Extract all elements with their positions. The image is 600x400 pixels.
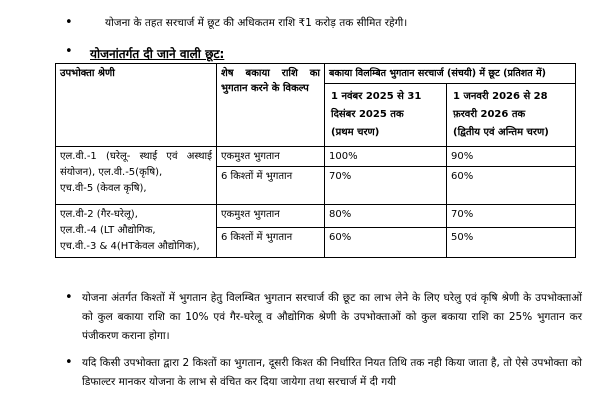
header-phase-2	[447, 84, 576, 147]
phase-2-value: 50%	[447, 228, 576, 258]
option-cell: 6 किश्तों में भुगतान	[217, 228, 325, 258]
header-rebate: बकाया विलम्बित भुगतान सरचार्ज (संचयी) में छूट (प्रतिशत में)	[325, 64, 576, 84]
phase-2-label: (द्वितीय एवं अन्तिम चरण)	[453, 127, 549, 138]
header-payment-option: शेष बकाया राशि का भुगतान करने के विकल्प	[217, 64, 325, 147]
header-phase-1	[325, 84, 447, 147]
phase-1-value: 80%	[325, 205, 447, 228]
rebate-table	[55, 63, 576, 258]
bullet-dot-icon: •	[65, 355, 73, 370]
phase-1-dates: 1 नवंबर 2025 से 31 दिसंबर 2025 तक	[331, 91, 422, 120]
option-cell: एकमुश्त भुगतान	[217, 205, 325, 228]
category-cell	[56, 147, 217, 205]
table-row	[56, 205, 576, 228]
option-cell: 6 किश्तों में भुगतान	[217, 167, 325, 205]
category-line: एल.वी.-4 (LT औद्योगिक,	[60, 225, 156, 236]
cap-bullet-text: योजना के तहत सरचार्ज में छूट की अधिकतम राशि ₹1 करोड़ तक सीमित रहेगी।	[105, 17, 408, 29]
phase-1-value: 60%	[325, 228, 447, 258]
phase-1-label: (प्रथम चरण)	[331, 127, 380, 138]
installment-bullet-text: योजना अंतर्गत किश्तों में भुगतान हेतु विलम्बित भुगतान सरचार्ज की छूट का लाभ लेने के लिए घरेलु एवं कृषि श्रेणी के उपभोक्ताओं को कुल बकाया राशि का 10% एवं गैर-घरेलू व औद्योगिक श्रेणी के उपभोक्ताओं को कुल बकाया राशि का 25% भुगतान कर पंजीकरण कराना होगा।	[82, 292, 582, 342]
section-heading: योजनांतर्गत दी जाने वाली छूट:	[90, 47, 225, 61]
phase-1-value: 100%	[325, 147, 447, 167]
phase-1-value: 70%	[325, 167, 447, 205]
category-line: एल.वी.-1 (घरेलू- स्थाई एवं अस्थाई संयोजन), एल.वी.-5(कृषि),	[60, 151, 212, 178]
category-line: एच.वी.-3 & 4(HTकेवल औद्योगिक),	[60, 241, 200, 252]
table-header-row	[56, 64, 576, 84]
default-bullet-text: यदि किसी उपभोक्ता द्वारा 2 किश्तों का भुगतान, दूसरी किश्त की निर्धारित नियत तिथि तक नही किया जाता है, तो ऐसे उपभोक्ता को डिफाल्टर मानकर योजना के लाभ से वंचित कर दिया जायेगा तथा सरचार्ज में दी गयी	[82, 357, 582, 388]
bullet-dot-icon: •	[65, 15, 73, 30]
phase-2-value: 90%	[447, 147, 576, 167]
category-cell	[56, 205, 217, 258]
option-cell: एकमुश्त भुगतान	[217, 147, 325, 167]
header-category: उपभोक्ता श्रेणी	[56, 64, 217, 147]
bullet-dot-icon: •	[65, 44, 73, 59]
phase-2-value: 60%	[447, 167, 576, 205]
bullet-dot-icon: •	[65, 290, 73, 305]
phase-2-dates: 1 जनवरी 2026 से 28 फ़रवरी 2026 तक	[453, 91, 548, 120]
table-row	[56, 147, 576, 167]
category-line: एच.वी-5 (केवल कृषि),	[60, 183, 147, 194]
category-line: एल.वी-2 (गैर-घरेलू),	[60, 209, 138, 220]
phase-2-value: 70%	[447, 205, 576, 228]
